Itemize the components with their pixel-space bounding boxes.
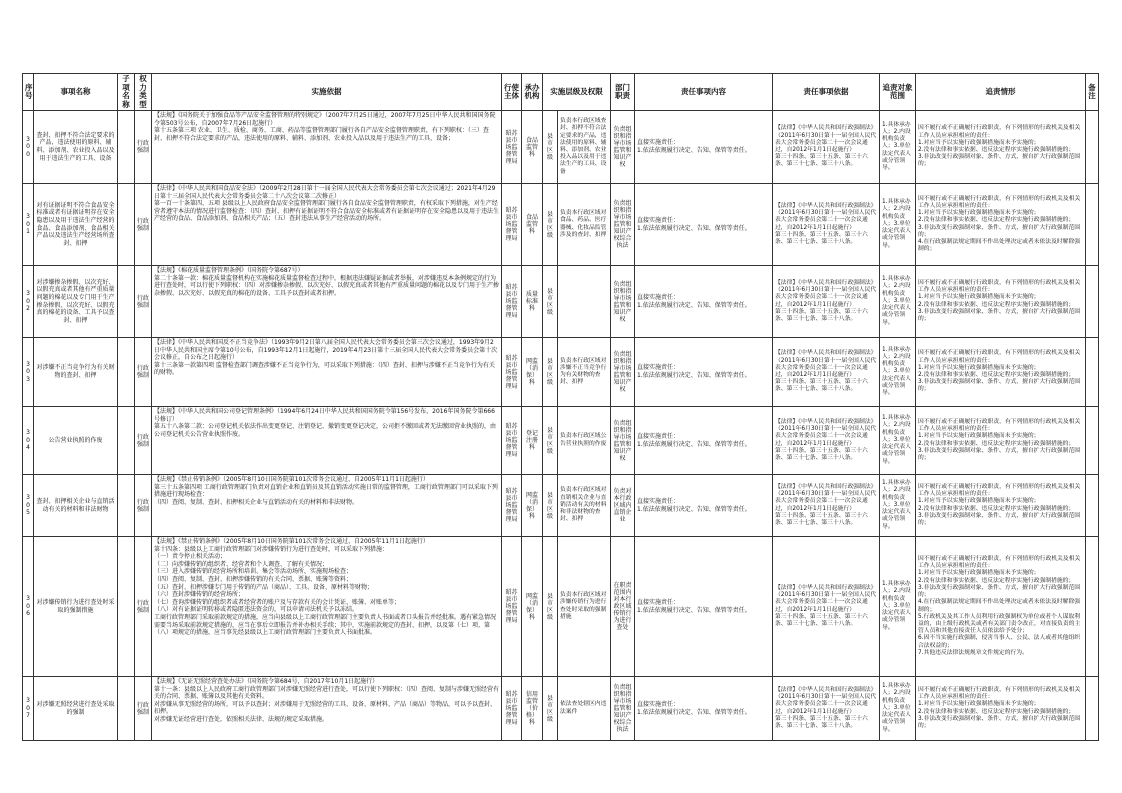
cell-remark	[1086, 677, 1099, 741]
cell-dept: 负责组织和指导市场监管和知识产权	[611, 111, 635, 184]
table-row	[23, 338, 1099, 407]
header-basis: 实施依据	[152, 74, 502, 111]
cell-content: 直接实施责任： 1.依法依规履行决定、告知、保管等责任。	[635, 537, 773, 677]
cell-content: 直接实施责任： 1.依法依规履行决定、告知、保管等责任。	[635, 338, 773, 407]
header-name: 事项名称	[34, 74, 118, 111]
header-org: 承办机构	[522, 74, 543, 111]
cell-type: 行政强制	[135, 475, 152, 537]
cell-seq: 306	[23, 537, 34, 677]
cell-resp-basis: 【法律】《中华人民共和国行政强制法》（2011年6月30日第十一届全国人民代表大会常务委员会第二十一次会议通过，自2012年1月1日起施行） 第三十四条、第三十五条、第三十六条、第三十七条、第三十八条。	[773, 537, 880, 677]
cell-level-scope	[558, 266, 611, 338]
cell-target: 1.具体承办人；2.内设机构负责人；3.单位法定代表人或分管领导。	[880, 338, 916, 407]
cell-level-scope: 负责本行政区域对涉嫌不正当竞争行为有关财物的查封、扣押	[558, 338, 611, 407]
cell-seq: 307	[23, 677, 34, 741]
cell-subject: 昭苏县市场监督管理局	[502, 111, 522, 184]
power-list-table	[22, 73, 1099, 741]
header-subitem: 子项名称	[118, 74, 135, 111]
cell-dept: 负责对本行政区域内直销企业	[611, 475, 635, 537]
table-row	[23, 475, 1099, 537]
cell-level-scope: 负责本行政区域对食品、药品、医疗器械、化妆品监管涉及的查封、扣押	[558, 184, 611, 266]
cell-dept: 负责组织和指导市场监管和知识产权综合执法	[611, 677, 635, 741]
cell-situation: 因不履行或不正确履行行政职责，有下列情形的行政机关及相关工作人员应承担相应的责任： 1.对应当予以实施行政强制措施而未予实施的； 2.没有法律和事实依据、违反法定程序实施行政强制措施的； 3.非法改变行政强制对象、条件、方式，擅自扩大行政强制范围的；	[916, 475, 1086, 537]
cell-target: 1.具体承办人；2.内设机构负责人；3.单位法定代表人或分管领导。	[880, 184, 916, 266]
cell-remark	[1086, 338, 1099, 407]
cell-remark	[1086, 184, 1099, 266]
cell-target: 1.具体承办人；2.内设机构负责人；3.单位法定代表人或分管领导。	[880, 677, 916, 741]
cell-name: 查封、扣押相关企业与直销活动有关的材料和非法财物	[34, 475, 118, 537]
cell-resp-basis: 【法律】《中华人民共和国行政强制法》（2011年6月30日第十一届全国人民代表大会常务委员会第二十一次会议通过，自2012年1月1日起施行） 第三十四条、第三十五条、第三十六条、第三十七条、第三十八条。	[773, 475, 880, 537]
cell-name: 对涉嫌传销行为进行查处时采取的强制措施	[34, 537, 118, 677]
header-level: 实施层级及权限	[543, 74, 611, 111]
cell-dept: 负责组织和指导市场监管和知识产权	[611, 266, 635, 338]
cell-resp-basis: 【法律】《中华人民共和国行政强制法》（2011年6月30日第十一届全国人民代表大会常务委员会第二十一次会议通过，自2012年1月1日起施行） 第三十四条、第三十五条、第三十六条、第三十七条、第三十八条。	[773, 184, 880, 266]
cell-level: 县市区级	[543, 407, 558, 475]
table-row	[23, 677, 1099, 741]
cell-situation: 因不履行或不正确履行行政职责，有下列情形的行政机关及相关工作人员应承担相应的责任： 1.对应当予以实施行政强制措施而未予实施的； 2.没有法律和事实依据、违反法定程序实施行政强制措施的； 3.非法改变行政强制对象、条件、方式，擅自扩大行政强制范围的；	[916, 266, 1086, 338]
cell-org: 质量标准科	[522, 266, 543, 338]
cell-basis: 【法规】《国务院关于加强食品等产品安全监督管理的特别规定》（2007年7月25日通过，2007年7月25日中华人民共和国国务院令第503号公布，自2007年7月26日起施行） 第十五条第三项 农业、卫生、质检、商务、工商、药品等监督管理部门履行各自产品安全监督管理职责，有下列职权：（三）查封、扣押不符合法定要求的产品，违法使用的原料、辅料、添加剂、农业投入品以及用于违法生产的工具、设备；	[152, 111, 502, 184]
cell-level-scope: 负责本行政区域公告营业执照的作废	[558, 407, 611, 475]
cell-org: 网监（消保）科	[522, 537, 543, 677]
cell-basis: 【法律】《中华人民共和国食品安全法》（2009年2月28日第十一届全国人民代表大会常务委员会第七次会议通过；2021年4月29日第十三届全国人民代表大会常务委员会第二十八次会议第二次修正） 第一百一十条第四、五项 县级以上人民政府食品安全监督管理部门履行各自食品安全监督管理职责，有权采取下列措施，对生产经营者遵守本法的情况进行监督检查：（四）查封、扣押有证据证明不符合食品安全标准或者有证据证明存在安全隐患以及用于违法生产经营的食品、食品添加剂、食品相关产品；（五）查封违法从事生产经营活动的场所。	[152, 184, 502, 266]
responsibility-sheet	[22, 73, 1098, 741]
cell-dept: 负责组织和指导市场监管和知识产权	[611, 338, 635, 407]
cell-level: 县市区级	[543, 184, 558, 266]
cell-subject: 昭苏县市场监督管理局	[502, 184, 522, 266]
cell-name: 对有证据证明不符合食品安全标准或者有证据证明存在安全隐患以及用于违法生产经营的食品、食品添加剂、食品相关产品以及违法生产经营场所查封、扣押	[34, 184, 118, 266]
cell-type: 行政强制	[135, 184, 152, 266]
cell-level: 县市区级	[543, 475, 558, 537]
header-content: 责任事项内容	[635, 74, 773, 111]
cell-subject: 昭苏县市场监督管理局	[502, 537, 522, 677]
table-row	[23, 184, 1099, 266]
cell-situation: 因不履行或不正确履行行政职责，有下列情形的行政机关及相关工作人员应承担相应的责任： 1.对应当予以实施行政强制措施而未予实施的； 2.没有法律和事实依据、违反法定程序实施行政强制措施的； 3.非法改变行政强制对象、条件、方式，擅自扩大行政强制范围的；	[916, 677, 1086, 741]
cell-org: 登记注册科	[522, 407, 543, 475]
cell-remark	[1086, 407, 1099, 475]
cell-dept: 负责组织和指导市场监管和知识产权	[611, 407, 635, 475]
cell-resp-basis: 【法律】《中华人民共和国行政强制法》（2011年6月30日第十一届全国人民代表大会常务委员会第二十一次会议通过，自2012年1月1日起施行） 第三十四条、第三十五条、第三十六条、第三十七条、第三十八条。	[773, 266, 880, 338]
cell-type: 行政强制	[135, 266, 152, 338]
table-row	[23, 407, 1099, 475]
cell-level-scope: 负责本行政区域对涉嫌传销行为进行查处时采取的强制措施	[558, 537, 611, 677]
cell-target: 1.具体承办人；2.内设机构负责人；3.单位法定代表人或分管领导。	[880, 266, 916, 338]
cell-seq: 301	[23, 184, 34, 266]
cell-name: 对涉嫌不正当竞争行为有关财物的查封、扣押	[34, 338, 118, 407]
cell-org: 信用监管（价格）科	[522, 677, 543, 741]
cell-seq: 304	[23, 407, 34, 475]
cell-org: 网监（消保）科	[522, 338, 543, 407]
cell-subitem	[118, 677, 135, 741]
cell-content: 直接实施责任： 1.依法依规履行决定、告知、保管等责任。	[635, 475, 773, 537]
cell-type: 行政强制	[135, 111, 152, 184]
cell-content: 直接实施责任： 1.依法依规履行决定、告知、保管等责任。	[635, 407, 773, 475]
cell-target: 1.具体承办人；2.内设机构负责人；3.单位法定代表人或分管领导。	[880, 407, 916, 475]
cell-basis: 【法规】《禁止传销条例》（2005年8月10日国务院第101次常务会议通过，自2005年11月1日起施行） 第三十五条第四项 工商行政管理部门负责对直销企业和直销员及其直销活动实施日常的监督管理，工商行政管理部门可以采取下列措施进行现场检查： （四）查阅、复制、查封、扣押相关企业与直销活动有关的材料和非法财物。	[152, 475, 502, 537]
cell-remark	[1086, 111, 1099, 184]
cell-target: 1.具体承办人；2.内设机构负责人；3.单位法定代表人或分管领导。	[880, 537, 916, 677]
header-row	[23, 74, 1099, 111]
cell-basis: 【法规】《无证无照经营查处办法》（国务院令第684号，自2017年10月1日起施行） 第十一条：县级以上人民政府工商行政管理部门对涉嫌无照经营进行查处，可以行使下列职权：（四）查阅、复制与涉嫌无照经营有关的合同、票据、账簿以及其他有关资料。 对涉嫌从事无照经营的场所，可以予以查封；对涉嫌用于无照经营的工具、设备、原材料、产品（商品）等物品，可以予以查封、扣押。 对涉嫌无证经营进行查处，依照相关法律、法规的规定采取措施。	[152, 677, 502, 741]
cell-basis: 【法律】《中华人民共和国反不正当竞争法》（1993年9月2日第八届全国人民代表大会常务委员会第三次会议通过，1993年9月2日中华人民共和国主席令第10号公布，自1993年12月1日起施行，2019年4月23日第十三届全国人民代表大会常务委员会第十次会议修正，自公布之日起施行） 第十三条第一款第四项 监督检查部门调查涉嫌不正当竞争行为，可以采取下列措施：（四）查封、扣押与涉嫌不正当竞争行为有关的财物。	[152, 338, 502, 407]
cell-subitem	[118, 537, 135, 677]
cell-content: 直接实施责任： 1.依法依规履行决定、告知、保管等责任。	[635, 266, 773, 338]
cell-basis: 【法规】《棉花质量监督管理条例》（国务院令第687号） 第二十条第一款：棉花质量监督机构在实施棉花质量监督检查过程中，根据违法嫌疑证据或者举报，对涉嫌违反本条例规定的行为进行查处时，可以行使下列职权：（四）对涉嫌掺杂掺假、以次充好、以假充真或者其他有严重质量问题的棉花以及专门用于生产掺杂掺假、以次充好、以假充真的棉花的设备、工具予以查封或者扣押。	[152, 266, 502, 338]
cell-subject: 昭苏县市场监督管理局	[502, 407, 522, 475]
cell-seq: 303	[23, 338, 34, 407]
cell-remark	[1086, 266, 1099, 338]
cell-type: 行政强制	[135, 407, 152, 475]
cell-content: 直接实施责任： 1.依法依规履行决定、告知、保管等责任。	[635, 677, 773, 741]
cell-resp-basis: 【法律】《中华人民共和国行政强制法》（2011年6月30日第十一届全国人民代表大会常务委员会第二十一次会议通过，自2012年1月1日起施行） 第三十四条、第三十五条、第三十六条、第三十七条、第三十八条。	[773, 677, 880, 741]
cell-subject: 昭苏县市场监督管理局	[502, 338, 522, 407]
cell-resp-basis: 【法律】《中华人民共和国行政强制法》（2011年6月30日第十一届全国人民代表大会常务委员会第二十一次会议通过，自2012年1月1日起施行） 第三十四条、第三十五条、第三十六条、第三十七条、第三十八条。	[773, 338, 880, 407]
header-resp-basis: 责任事项依据	[773, 74, 880, 111]
cell-subject: 昭苏县市场监督管理局	[502, 677, 522, 741]
cell-type: 行政强制	[135, 537, 152, 677]
cell-level: 县市区级	[543, 338, 558, 407]
cell-situation: 因不履行或不正确履行行政职责，有下列情形的行政机关及相关工作人员应承担相应的责任： 1.对应当予以实施行政强制措施而未予实施的； 2.没有法律和事实依据、违反法定程序实施行政强制措施的； 3.非法改变行政强制对象、条件、方式，擅自扩大行政强制范围的；	[916, 338, 1086, 407]
cell-subject: 昭苏县市场监督管理局	[502, 266, 522, 338]
cell-content: 直接实施责任： 1.依法依规履行决定、告知、保管等责任。	[635, 184, 773, 266]
cell-dept: 负责组织和指导市场监管和知识产权综合执法	[611, 184, 635, 266]
cell-level: 县市区级	[543, 266, 558, 338]
table-row	[23, 111, 1099, 184]
cell-level-scope: 负责本行政区域对直销相关企业与直销活动有关的材料和非法财物的查封、扣押	[558, 475, 611, 537]
cell-level-scope: 负责本行政区域查封、扣押不符合法定要求的产品，违法使用的原料、辅料、添加剂、农业投入品以及用于违法生产的工具、设备	[558, 111, 611, 184]
cell-level: 县市区级	[543, 677, 558, 741]
cell-level: 县市区级	[543, 111, 558, 184]
header-subject: 行使主体	[502, 74, 522, 111]
cell-subitem	[118, 407, 135, 475]
cell-situation: 因不履行或不正确履行行政职责，有下列情形的行政机关及相关工作人员应承担相应的责任： 1.对应当予以实施行政强制措施而未予实施的； 2.没有法律和事实依据、违反法定程序实施行政强制措施的； 3.非法改变行政强制对象、条件、方式，擅自扩大行政强制范围的； 4.在行政强制法规定期间不作出处理决定或者未依法及时解除强制的；	[916, 184, 1086, 266]
cell-situation: 因不履行或不正确履行行政职责，有下列情形的行政机关及相关工作人员应承担相应的责任： 1.对应当予以实施行政强制措施而未予实施的； 2.没有法律和事实依据、违反法定程序实施行政强制措施的； 3.非法改变行政强制对象、条件、方式，擅自扩大行政强制范围的；	[916, 407, 1086, 475]
table-row	[23, 537, 1099, 677]
cell-org: 食品监管科	[522, 111, 543, 184]
cell-subitem	[118, 111, 135, 184]
cell-subitem	[118, 266, 135, 338]
cell-resp-basis: 【法律】《中华人民共和国行政强制法》（2011年6月30日第十一届全国人民代表大会常务委员会第二十一次会议通过，自2012年1月1日起施行） 第三十四条、第三十五条、第三十六条、第三十七条、第三十八条。	[773, 407, 880, 475]
cell-target: 1.具体承办人；2.内设机构负责人；3.单位法定代表人或分管领导。	[880, 111, 916, 184]
cell-seq: 305	[23, 475, 34, 537]
cell-org: 网监（消保）科	[522, 475, 543, 537]
cell-remark	[1086, 475, 1099, 537]
cell-subject: 昭苏县市场监督管理局	[502, 475, 522, 537]
cell-type: 行政强制	[135, 677, 152, 741]
cell-dept: 在职责范围内对本行政区域传销行为进行查处	[611, 537, 635, 677]
cell-name: 对涉嫌掺杂掺假、以次充好、以假充真或者其他有严重质量问题的棉花以及专门用于生产掺杂掺假、以次充好、以假充真的棉花的设备、工具予以查封、扣押	[34, 266, 118, 338]
cell-org: 食品监管科	[522, 184, 543, 266]
cell-seq: 302	[23, 266, 34, 338]
cell-remark	[1086, 537, 1099, 677]
cell-content: 直接实施责任： 1.依法依规履行决定、告知、保管等责任。	[635, 111, 773, 184]
cell-situation: 因不履行或不正确履行行政职责，有下列情形的行政机关及相关工作人员应承担相应的责任： 1.对应当予以实施行政强制措施而未予实施的； 2.没有法律和事实依据、违反法定程序实施行政强制措施的； 3.非法改变行政强制对象、条件、方式，擅自扩大行政强制范围的； 4.在行政强制法规定期间不作出处理决定或者未依法及时解除强制的； 5.行政机关及其工作人员利用行政强制权为单位或者个人谋取利益的，由上级行政机关或者有关部门责令改正，对直接负责的主管人员和其他直接责任人员依法给予处分； 6.因不当实施行政强制，侵害当事人、公民、法人或者其他组织合法权益的； 7.其他违反法律法规规章文件规定的行为。	[916, 537, 1086, 677]
cell-level: 县市区级	[543, 537, 558, 677]
cell-target: 1.具体承办人；2.内设机构负责人；3.单位法定代表人或分管领导。	[880, 475, 916, 537]
cell-resp-basis: 【法律】《中华人民共和国行政强制法》（2011年6月30日第十一届全国人民代表大会常务委员会第二十一次会议通过，自2012年1月1日起施行） 第三十四条、第三十五条、第三十六条、第三十七条、第三十八条。	[773, 111, 880, 184]
cell-basis: 【法规】《中华人民共和国公司登记管理条例》（1994年6月24日中华人民共和国国务院令第156号发布，2016年国务院令第666号修订） 第五十八条第二款：公司登记机关依法作出变更登记、注销登记、撤销变更登记决定，公司拒不缴回或者无法缴回营业执照的，由公司登记机关公告营业执照作废。	[152, 407, 502, 475]
table-row	[23, 266, 1099, 338]
cell-situation: 因不履行或不正确履行行政职责，有下列情形的行政机关及相关工作人员应承担相应的责任： 1.对应当予以实施行政强制措施而未予实施的； 2.没有法律和事实依据、违反法定程序实施行政强制措施的； 3.非法改变行政强制对象、条件、方式，擅自扩大行政强制范围的；	[916, 111, 1086, 184]
header-remark: 备注	[1086, 74, 1099, 111]
cell-name: 查封、扣押不符合法定要求的产品，违法使用的原料、辅料、添加剂、农业投入品以及用于违法生产的工具、设备	[34, 111, 118, 184]
cell-subitem	[118, 338, 135, 407]
cell-subitem	[118, 475, 135, 537]
cell-type: 行政强制	[135, 338, 152, 407]
cell-seq: 300	[23, 111, 34, 184]
cell-name: 公告营业执照的作废	[34, 407, 118, 475]
header-target: 追责对象范围	[880, 74, 916, 111]
header-dept: 部门职责	[611, 74, 635, 111]
cell-subitem	[118, 184, 135, 266]
header-type: 权力类型	[135, 74, 152, 111]
cell-level-scope: 依法查处辖区内违法案件	[558, 677, 611, 741]
header-seq: 序号	[23, 74, 34, 111]
cell-basis: 【法规】《禁止传销条例》（2005年8月10日国务院第101次常务会议通过，自2005年11月1日起施行） 第十四条：县级以上工商行政管理部门对涉嫌传销行为进行查处时，可以采取下列措施： （一）责令停止相关活动； （二）向涉嫌传销的组织者、经营者和个人调查、了解有关情况； （三）进入涉嫌传销的经营场所和培训、集会等活动场所，实施现场检查； （四）查阅、复制、查封、扣押涉嫌传销的有关合同、票据、账簿等资料； （五）查封、扣押涉嫌专门用于传销的产品（商品）、工具、设备、原材料等财物； （六）查封涉嫌传销的经营场所； （七）查询涉嫌传销的组织者或者经营者的账户及与存款有关的会计凭证、账簿、对账单等； （八）对有证据证明转移或者隐匿违法资金的，可以申请司法机关予以冻结。 工商行政管理部门采取前款规定的措施，应当向县级以上工商行政管理部门主要负责人书面或者口头报告并经批准。遇有紧急情况需要当场采取前款规定措施的，应当在事后立即报告并补办相关手续；其中，实施前款规定的查封、扣押，以及第（七）项、第（八）项规定的措施，应当事先经县级以上工商行政管理部门主要负责人书面批准。	[152, 537, 502, 677]
header-situation: 追责情形	[916, 74, 1086, 111]
cell-name: 对涉嫌无照经营进行查处采取的强制	[34, 677, 118, 741]
